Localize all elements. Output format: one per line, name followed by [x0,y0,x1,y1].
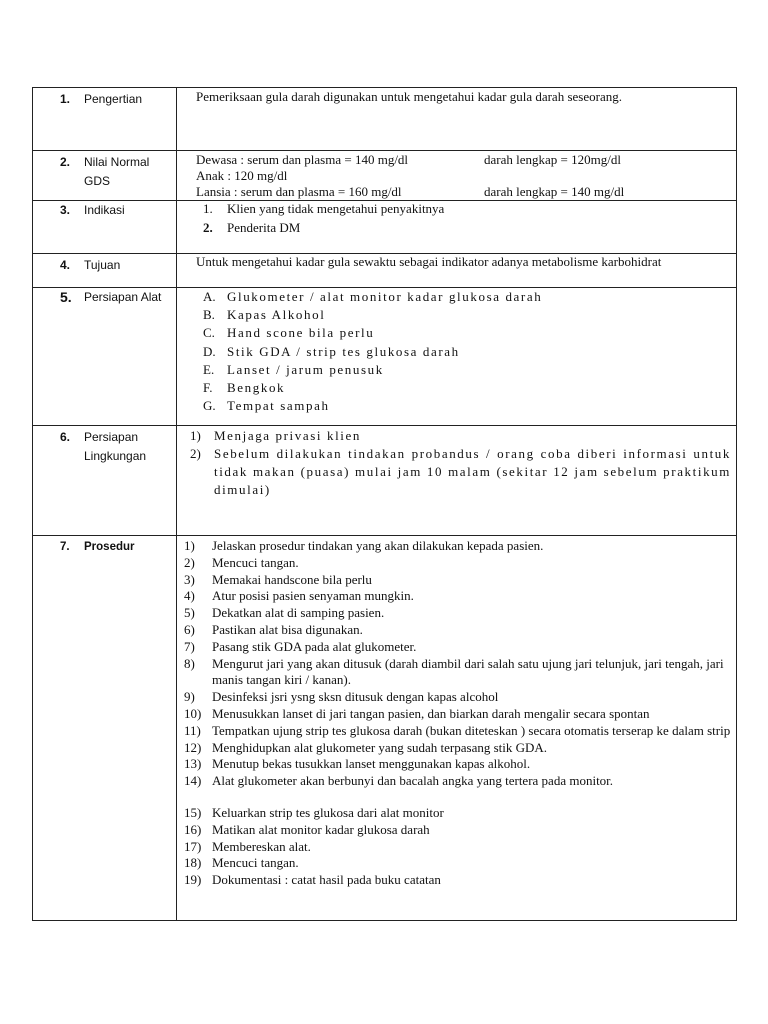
procedure-step [184,605,731,622]
list-marker: 2) [190,446,201,461]
list-item [203,379,731,397]
list-marker: 1. [203,201,213,216]
procedure-step [184,572,731,589]
row-label: Prosedur [84,541,135,553]
step-number: 7) [184,638,195,654]
step-text: Matikan alat monitor kadar glukosa darah [212,821,430,837]
procedure-step [184,555,731,572]
step-number: 12) [184,739,202,755]
list-marker: 2. [203,219,213,235]
row-number: 2. [60,155,71,169]
step-number: 6) [184,621,195,637]
list-item [203,220,731,237]
normal-value-right: darah lengkap = 120mg/dl [484,152,621,167]
step-number: 3) [184,571,195,587]
row-label: Nilai Normal GDS [84,155,150,188]
list-text: Kapas Alkohol [227,307,326,323]
list-item [203,288,731,306]
step-number: 11) [184,722,201,738]
step-text: Mencuci tangan. [212,554,299,570]
procedure-step [184,756,731,773]
list-marker: B. [203,307,215,323]
step-text: Membereskan alat. [212,838,311,854]
step-text: Tempatkan ujung strip tes glukosa darah (bukan diteteskan ) secara otomatis terserap ke dalam strip [212,722,731,738]
procedure-table [32,87,737,921]
row-number: 6. [60,430,71,444]
list-marker: C. [203,325,215,341]
row-number: 5. [60,289,72,305]
normal-value-right: darah lengkap = 140 mg/dl [484,184,625,199]
row-nilai-normal [33,151,737,201]
row-persiapan-alat [33,288,737,426]
step-text: Atur posisi pasien senyaman mungkin. [212,588,414,604]
content-cell [177,288,737,426]
list-marker: G. [203,398,216,414]
row-tujuan [33,254,737,288]
content-cell [177,254,737,288]
step-text: Pasang stik GDA pada alat glukometer. [212,638,417,654]
row-label: Persiapan Alat [84,290,162,304]
list-text: Tempat sampah [227,398,330,414]
equipment-list [203,288,731,415]
step-number: 9) [184,689,195,705]
list-marker: F. [203,380,213,396]
step-text: Menusukkan lanset di jari tangan pasien, dan biarkan darah mengalir secara spontan [212,705,650,721]
list-marker: 1) [190,428,201,443]
row-number: 1. [60,92,71,106]
list-item [203,397,731,415]
normal-value-line [196,152,731,168]
row-number: 3. [60,203,71,217]
procedure-step [184,822,731,839]
step-number: 14) [184,773,202,789]
row-label: Pengertian [84,92,143,106]
content-cell [177,536,737,921]
procedure-step [184,723,731,740]
step-text: Dokumentasi : catat hasil pada buku catatan [212,872,441,888]
row-number: 7. [60,541,70,553]
row-indikasi [33,201,737,254]
list-text: Lanset / jarum penusuk [227,361,384,377]
step-text: Alat glukometer akan berbunyi dan bacalah angka yang tertera pada monitor. [212,773,614,789]
normal-value-left: Lansia : serum dan plasma = 160 mg/dl [196,184,402,199]
list-text: Glukometer / alat monitor kadar glukosa darah [227,289,543,304]
procedure-step [184,689,731,706]
procedure-list [184,538,731,889]
normal-value-left: Anak : 120 mg/dl [196,168,288,183]
step-number: 5) [184,605,195,621]
step-text: Pastikan alat bisa digunakan. [212,621,363,637]
list-text: Hand scone bila perlu [227,325,375,341]
indication-list [203,201,731,237]
list-item [203,306,731,324]
list-text: Klien yang tidak mengetahui penyakitnya [227,201,445,216]
procedure-step [184,839,731,856]
row-label: Persiapan Lingkungan [84,430,147,463]
list-item [190,427,731,445]
row-number: 4. [60,258,71,272]
step-number: 2) [184,554,195,570]
label-cell [33,88,177,151]
step-number: 1) [184,538,195,553]
step-number: 10) [184,705,202,721]
label-cell [33,151,177,201]
step-number: 19) [184,872,202,888]
procedure-step [184,588,731,605]
step-number: 15) [184,804,202,820]
normal-value-left: Dewasa : serum dan plasma = 140 mg/dl [196,152,409,167]
row-prosedur [33,536,737,921]
row-label: Tujuan [84,258,121,272]
normal-value-line [196,168,731,184]
label-cell [33,426,177,536]
step-text: Menutup bekas tusukkan lanset menggunakan kapas alkohol. [212,756,531,772]
step-number: 16) [184,821,202,837]
step-number: 17) [184,838,202,854]
normal-value-line [196,184,731,200]
procedure-step [184,805,731,822]
list-text: Penderita DM [227,219,301,235]
content-cell [177,88,737,151]
list-marker: A. [203,289,216,304]
label-cell [33,254,177,288]
purpose-text: Untuk mengetahui kadar gula sewaktu sebagai indikator adanya metabolisme karbohidrat [196,254,662,269]
content-cell [177,151,737,201]
definition-text: Pemeriksaan gula darah digunakan untuk mengetahui kadar gula darah seseorang. [196,89,622,104]
content-cell [177,201,737,254]
list-marker: E. [203,361,215,377]
procedure-step [184,872,731,889]
procedure-step [184,656,731,690]
label-cell [33,288,177,426]
list-text: Bengkok [227,380,286,396]
environment-list [190,427,731,499]
list-marker: D. [203,343,216,359]
row-persiapan-lingkungan [33,426,737,536]
step-text: Keluarkan strip tes glukosa dari alat monitor [212,804,444,820]
procedure-step [184,639,731,656]
label-cell [33,536,177,921]
step-number: 13) [184,756,202,772]
step-text: Dekatkan alat di samping pasien. [212,605,385,621]
procedure-step [184,706,731,723]
step-number: 18) [184,855,202,871]
list-item [203,324,731,342]
label-cell [33,201,177,254]
list-item [190,445,731,499]
list-text: Sebelum dilakukan tindakan probandus / orang coba diberi informasi untuk tidak makan (puasa) mulai jam 10 malam (sekitar 12 jam sebelum praktikum dimulai) [214,446,731,497]
step-number: 8) [184,655,195,671]
list-item [203,361,731,379]
step-text: Mencuci tangan. [212,855,299,871]
list-text: Stik GDA / strip tes glukosa darah [227,343,460,359]
step-text: Mengurut jari yang akan ditusuk (darah diambil dari salah satu ujung jari telunjuk, jari tengah, jari manis tangan kiri / kanan). [212,655,724,688]
list-item [203,343,731,361]
procedure-step [184,622,731,639]
row-label: Indikasi [84,203,125,217]
step-number: 4) [184,588,195,604]
procedure-step [184,740,731,757]
list-text: Menjaga privasi klien [214,428,361,443]
list-item [203,201,731,218]
content-cell [177,426,737,536]
procedure-step [184,773,731,790]
step-text: Menghidupkan alat glukometer yang sudah terpasang stik GDA. [212,739,548,755]
procedure-step [184,538,731,555]
step-text: Memakai handscone bila perlu [212,571,372,587]
step-text: Jelaskan prosedur tindakan yang akan dilakukan kepada pasien. [212,538,544,553]
step-text: Desinfeksi jsri ysng sksn ditusuk dengan kapas alcohol [212,689,499,705]
row-pengertian [33,88,737,151]
procedure-step [184,855,731,872]
